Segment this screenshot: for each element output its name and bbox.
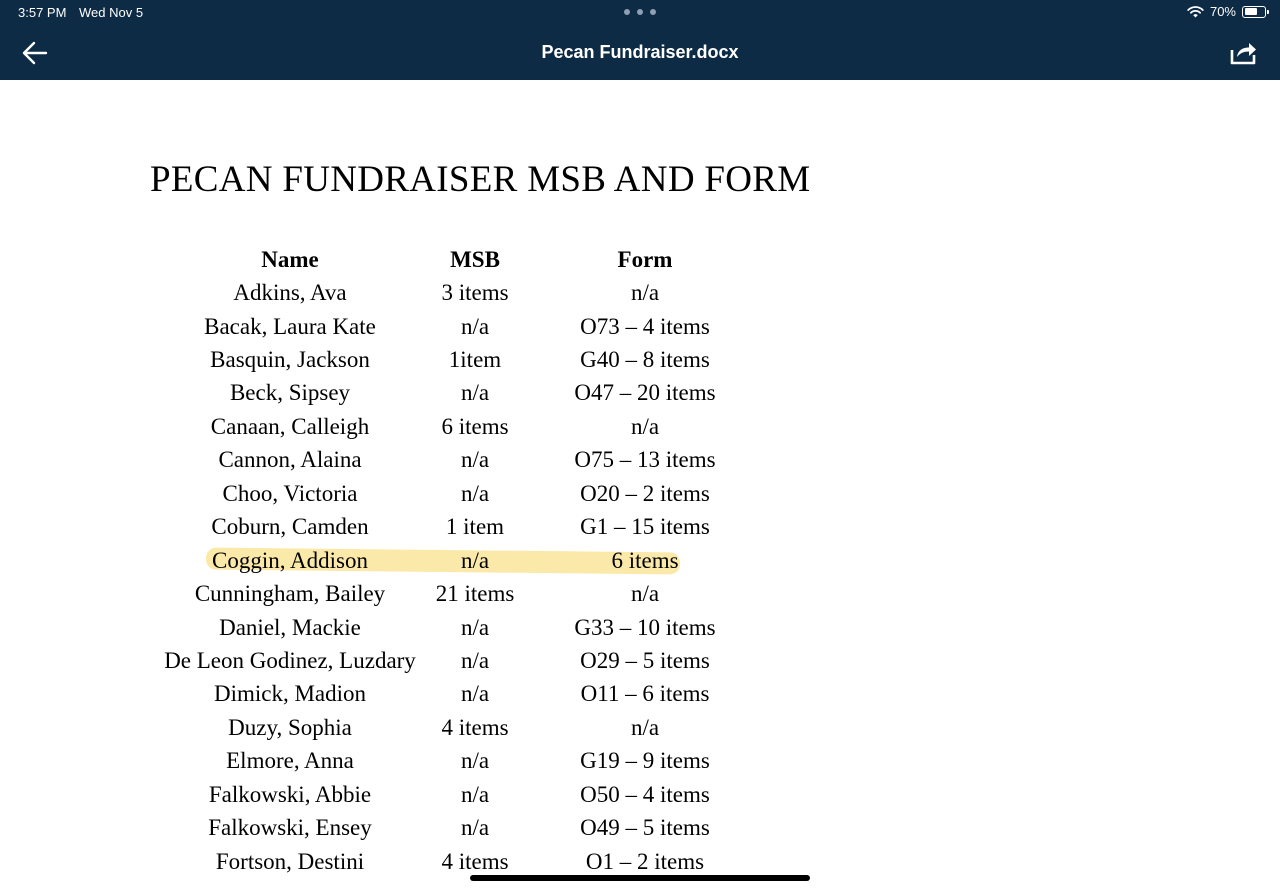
cell-form: O47 – 20 items [574,380,716,406]
cell-msb: n/a [460,380,490,406]
status-time: 3:57 PM [18,5,67,20]
cell-name: De Leon Godinez, Luzdary [164,647,416,673]
cell-form: G1 – 15 items [580,514,710,540]
table-row [150,377,770,410]
table-row [150,310,770,343]
cell-msb: 21 items [435,581,515,607]
table-row [150,477,770,510]
cell-form: G33 – 10 items [574,614,716,640]
document-title: Pecan Fundraiser.docx [541,42,739,62]
cell-msb: n/a [460,647,490,673]
cell-form: O75 – 13 items [574,447,716,473]
cell-name: Cunningham, Bailey [194,581,386,607]
table-row [150,577,770,610]
cell-msb: n/a [460,815,490,841]
cell-form: O50 – 4 items [580,781,710,807]
cell-name: Coburn, Camden [211,514,369,540]
column-header-msb: MSB [450,246,500,272]
table-row [150,778,770,811]
cell-name: Canaan, Calleigh [210,413,370,439]
cell-name: Daniel, Mackie [219,614,361,640]
table-row [150,511,770,544]
cell-form: n/a [630,413,660,439]
cell-name: Cannon, Alaina [218,447,362,473]
cell-msb: n/a [460,614,490,640]
cell-name: Bacak, Laura Kate [204,313,376,339]
table-row [150,711,770,744]
cell-msb: n/a [460,447,490,473]
home-indicator[interactable] [470,875,810,881]
cell-name: Duzy, Sophia [228,714,352,740]
cell-name: Coggin, Addison [212,547,368,573]
table-row [150,678,770,711]
cell-msb: n/a [460,480,490,506]
cell-msb: n/a [460,681,490,707]
cell-msb: 4 items [441,714,509,740]
cell-name: Choo, Victoria [222,480,358,506]
cell-name: Falkowski, Abbie [208,781,372,807]
cell-form: G19 – 9 items [580,748,710,774]
table-row [150,745,770,778]
cell-name: Basquin, Jackson [210,347,370,373]
cell-form: G40 – 8 items [580,347,710,373]
cell-form: n/a [630,714,660,740]
share-icon [1228,38,1258,68]
table-row [150,611,770,644]
cell-form: O20 – 2 items [580,480,710,506]
column-header-name: Name [261,246,319,272]
battery-icon [1242,6,1266,18]
cell-msb: n/a [460,781,490,807]
table-row [150,811,770,844]
table-row [150,276,770,309]
cell-msb: n/a [460,547,490,573]
cell-form: n/a [630,280,660,306]
cell-msb: 4 items [441,848,509,874]
cell-form: 6 items [611,547,679,573]
status-indicators [1187,4,1266,19]
cell-msb: 6 items [441,413,509,439]
status-date: Wed Nov 5 [79,5,144,20]
table-row [150,410,770,443]
cell-msb: 1item [448,347,502,373]
battery-percent: 70% [1209,4,1236,19]
wifi-icon [1187,5,1204,18]
cell-name: Falkowski, Ensey [208,815,372,841]
document-heading: PECAN FUNDRAISER MSB AND FORM [150,159,811,200]
cell-msb: 1 item [445,514,505,540]
table-row [150,444,770,477]
cell-name: Adkins, Ava [233,280,347,306]
cell-form: O73 – 4 items [580,313,710,339]
table-row-highlighted [150,544,770,577]
table-row [150,644,770,677]
document-page[interactable] [0,80,1280,889]
app-header [0,0,1280,80]
cell-form: O29 – 5 items [580,647,710,673]
cell-form: n/a [630,581,660,607]
roster-table [150,243,770,878]
cell-msb: n/a [460,313,490,339]
multitasking-dots-icon[interactable] [624,4,656,20]
share-button[interactable] [1228,38,1258,68]
cell-form: O1 – 2 items [585,848,705,874]
column-header-form: Form [617,246,673,272]
cell-form: O49 – 5 items [580,815,710,841]
table-row [150,845,770,878]
cell-name: Fortson, Destini [215,848,365,874]
cell-msb: n/a [460,748,490,774]
cell-form: O11 – 6 items [580,681,710,707]
table-row [150,343,770,376]
cell-name: Beck, Sipsey [229,380,351,406]
cell-msb: 3 items [441,280,509,306]
cell-name: Dimick, Madion [213,681,367,707]
table-header-row [150,243,770,276]
cell-name: Elmore, Anna [226,748,354,774]
